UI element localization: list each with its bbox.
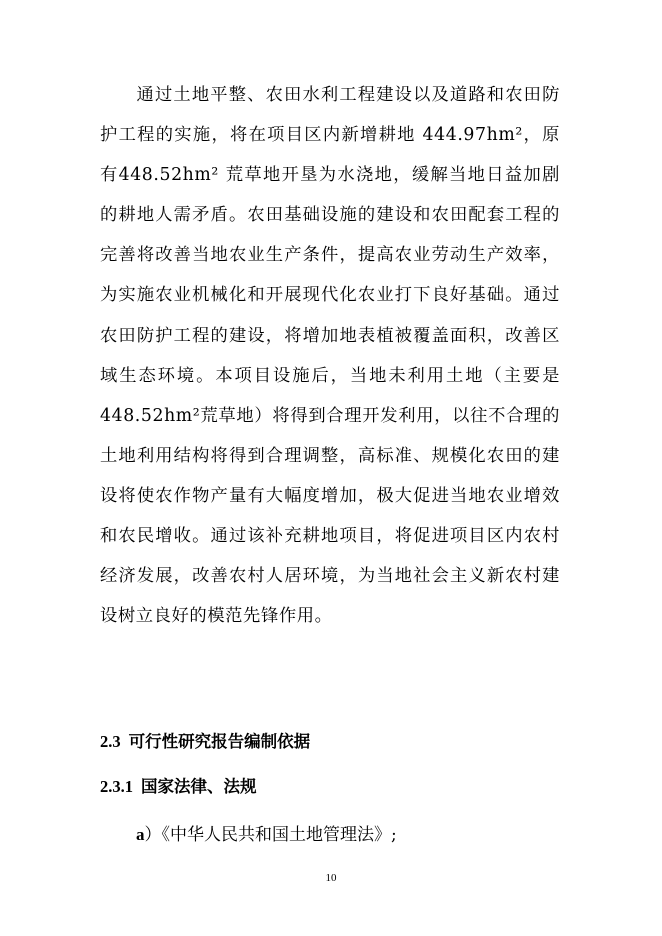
paragraph-line: 善农村人居环境，为当地社会主义新农村建设树立良好的 [100,566,560,627]
paragraph-line: 荒草地）将得到合理开发利用，以往不合理的土地利用结 [100,405,560,466]
paragraph-line: 护工程的建设，将增加地表植被覆盖面积，改善区域生态 [100,325,560,386]
paragraph-line: 通过该补充耕地项目，将促进项目区内农村经济发展，改 [100,526,560,587]
section-number: 2.3 [100,732,121,751]
list-item-text: ）《中华人民共和国土地管理法》; [144,825,397,845]
paragraph-line: 护工程的实施，将在项目区内新增耕地 444.97hm²，原有 [100,125,560,186]
paragraph-line: 物产量有大幅度增加，极大促进当地农业增效和农民增收。 [100,485,560,547]
section-number: 2.3.1 [100,777,133,796]
paragraph-line: 模范先锋作用。 [207,606,333,627]
section-title: 可行性研究报告编制依据 [128,732,311,751]
paragraph-line: 环境。本项目设施后，当地未利用土地（主要是 448.52hm² [100,365,560,426]
page-number: 10 [325,872,337,884]
section-title: 国家法律、法规 [141,777,257,796]
paragraph-line: 448.52hm² 荒草地开垦为水浇地，缓解当地日益加剧的耕地 [100,165,560,226]
paragraph-line: 人需矛盾。农田基础设施的建设和农田配套工程的完善将 [100,205,560,266]
paragraph-line: 通过土地平整、农田水利工程建设以及道路和农田防 [136,85,560,105]
body-paragraph [100,75,560,636]
paragraph-line: 构将得到合理调整，高标准、规模化农田的建设将使农作 [100,445,560,506]
paragraph-line: 农业机械化和开展现代化农业打下良好基础。通过农田防 [100,285,560,346]
list-item-label: a [136,825,145,844]
list-item [136,820,397,845]
section-heading-2-3-1 [100,773,257,797]
paragraph-line: 改善当地农业生产条件，提高农业劳动生产效率，为实施 [100,245,560,306]
section-heading-2-3 [100,728,310,752]
